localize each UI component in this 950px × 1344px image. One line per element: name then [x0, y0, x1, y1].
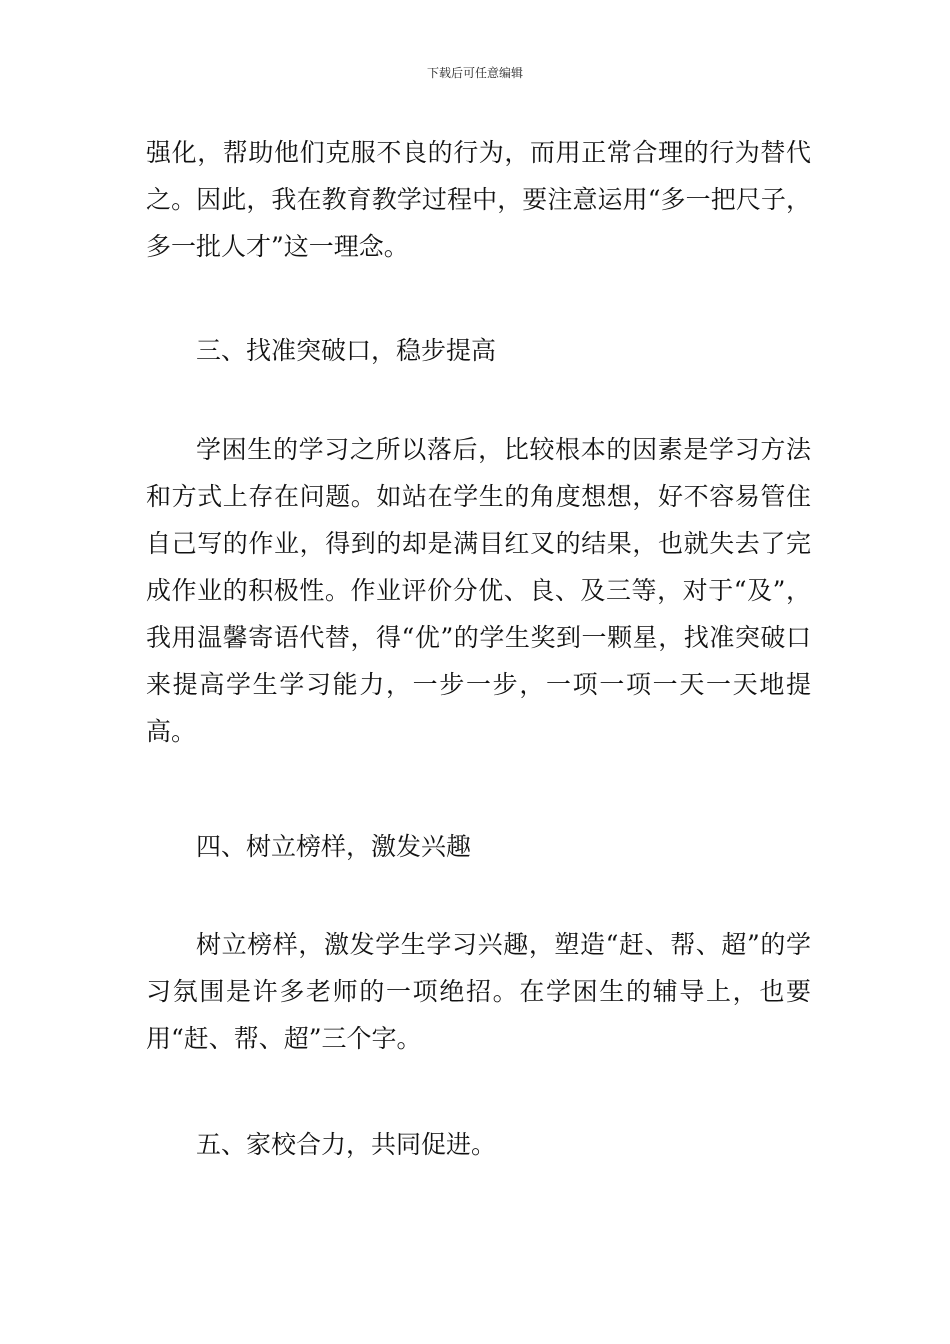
heading-four: 四、树立榜样，激发兴趣 — [196, 832, 472, 861]
section-heading-5 — [146, 1121, 811, 1168]
section-body-4 — [146, 921, 811, 1062]
page-header: 下载后可任意编辑 — [426, 66, 523, 80]
section-heading-3 — [146, 327, 811, 374]
section-heading-4 — [146, 823, 811, 870]
paragraph-four: 树立榜样，激发学生学习兴趣，塑造“赶、帮、超”的学习氛围是许多老师的一项绝招。在学困生的辅导上，也要用“赶、帮、超”三个字。 — [146, 930, 811, 1053]
heading-three: 三、找准突破口，稳步提高 — [196, 336, 497, 365]
section-body-3 — [146, 426, 811, 755]
paragraph-intro: 强化，帮助他们克服不良的行为，而用正常合理的行为替代之。因此，我在教育教学过程中，要注意运用“多一把尺子，多一批人才”这一理念。 — [146, 138, 811, 261]
paragraph-three: 学困生的学习之所以落后，比较根本的因素是学习方法和方式上存在问题。如站在学生的角度想想，好不容易管住自己写的作业，得到的却是满目红叉的结果，也就失去了完成作业的积极性。作业评价分优、良、及三等，对于“及”，我用温馨寄语代替，得“优”的学生奖到一颗星，找准突破口来提高学生学习能力，一步一步，一项一项一天一天地提高。 — [146, 435, 811, 746]
paragraph-continued — [146, 129, 811, 270]
heading-five: 五、家校合力，共同促进。 — [196, 1130, 497, 1159]
